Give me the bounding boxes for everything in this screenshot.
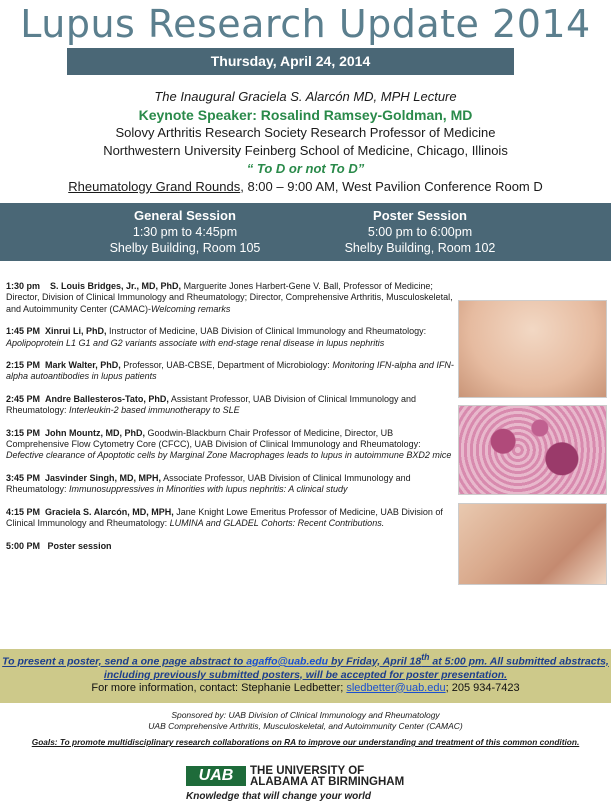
page-title: Lupus Research Update 2014 (20, 2, 591, 46)
general-session-time: 1:30 pm to 4:45pm (132, 225, 238, 239)
entry-speaker: Andre Ballesteros-Tato, PhD, (45, 393, 169, 404)
uab-tagline: Knowledge that will change your world (186, 791, 372, 802)
uab-logo-mark: UAB (186, 766, 246, 786)
entry-speaker: John Mountz, MD, PhD, (45, 427, 146, 438)
contact-text: For more information, contact: Stephanie Ledbetter; (91, 681, 347, 694)
entry-talk: Welcoming remarks (151, 303, 231, 314)
entry-speaker: S. Louis Bridges, Jr., MD, PhD, (50, 281, 182, 291)
poster-submission-box (0, 649, 611, 703)
speaker-title: Solovy Arthritis Research Society Research Professor of Medicine (115, 125, 496, 140)
general-session (65, 208, 305, 256)
grand-rounds-detail: , 8:00 – 9:00 AM, West Pavilion Conference Room D (240, 179, 543, 194)
entry-time: 1:30 pm (6, 281, 41, 291)
entry-talk: LUMINA and GLADEL Cohorts: Recent Contributions. (169, 518, 385, 529)
poster-session-time: 5:00 pm to 6:00pm (367, 225, 473, 239)
general-session-heading: General Session (134, 208, 236, 223)
contact-email-link[interactable]: sledbetter@uab.edu (346, 681, 446, 694)
schedule-entry (6, 541, 454, 552)
logo-line: THE UNIVERSITY OF (250, 765, 365, 777)
entry-time: 3:15 PM (6, 427, 41, 438)
session-banner (0, 203, 611, 261)
schedule-entry (6, 507, 454, 530)
uab-logo (186, 766, 436, 804)
entry-speaker: Xinrui Li, PhD, (45, 326, 107, 337)
poster-instructions (0, 651, 611, 682)
entry-affiliation: Jane Knight Lowe Emeritus Professor of Medicine, UAB Division of Clinical Immunology and Rheumatology: (6, 506, 443, 529)
sponsors (0, 710, 611, 732)
entry-affiliation: Associate Professor, UAB Division of Clinical Immunology and Rheumatology: (6, 472, 411, 495)
kidney-tissue-photo (458, 405, 607, 495)
date-banner: Thursday, April 24, 2014 (67, 48, 514, 75)
poster-deadline: by Friday, April 18 (328, 655, 422, 668)
schedule-list (6, 281, 454, 563)
keynote-speaker: Keynote Speaker: Rosalind Ramsey-Goldman, MD (138, 107, 473, 123)
sponsor-line: Sponsored by: UAB Division of Clinical Immunology and Rheumatology (171, 710, 440, 720)
entry-affiliation: Instructor of Medicine, UAB Division of Clinical Immunology and Rheumatology: (106, 326, 427, 337)
contact-info (0, 682, 611, 695)
entry-talk: Apolipoprotein L1 G1 and G2 variants associate with end-stage renal disease in lupus nephritis (6, 337, 385, 348)
schedule-entry (6, 326, 454, 349)
entry-time: 2:15 PM (6, 360, 41, 371)
lecture-name: The Inaugural Graciela S. Alarcón MD, MPH Lecture (154, 89, 457, 104)
entry-speaker: Mark Walter, PhD, (45, 360, 121, 371)
entry-time: 1:45 PM (6, 326, 41, 337)
lecture-title: “ To D or not To D” (246, 161, 365, 176)
schedule-entry (6, 473, 454, 496)
schedule-entry (6, 428, 454, 462)
general-session-place: Shelby Building, Room 105 (109, 241, 261, 255)
entry-talk: Monitoring IFN-alpha and IFN-alpha autoantibodies in lupus patients (6, 360, 454, 382)
entry-speaker: Poster session (47, 540, 112, 551)
hands-photo (458, 503, 607, 585)
entry-speaker: Graciela S. Alarcón, MD, MPH, (45, 506, 174, 517)
deadline-suffix: th (421, 652, 430, 662)
uab-logo-name (250, 766, 404, 788)
entry-affiliation: Professor, UAB-CBSE, Department of Microbiology: (120, 360, 333, 371)
schedule-entry (6, 394, 454, 417)
lecture-info (0, 88, 611, 196)
entry-time: 5:00 PM (6, 540, 41, 551)
entry-time: 2:45 PM (6, 393, 41, 404)
grand-rounds-label: Rheumatology Grand Rounds (68, 179, 241, 194)
entry-affiliation: Marguerite Jones Harbert-Gene V. Ball, Professor of Medicine; Director, Division of Clinical Immunology and Rheumatology; Director, Comprehensive Arthritis, Musculoskeletal, and Autoimmunity Center (CAMAC)- (6, 281, 453, 314)
entry-talk: Interleukin-2 based immunotherapy to SLE (69, 405, 240, 416)
entry-affiliation: Goodwin-Blackburn Chair Professor of Medicine, Director, UB Comprehensive Flow Cytometry Core (CFCC), UAB Division of Clinical Immunology and Rheumatology: (6, 427, 421, 450)
sponsor-line: UAB Comprehensive Arthritis, Musculoskeletal, and Autoimmunity Center (CAMAC) (148, 721, 463, 731)
entry-time: 4:15 PM (6, 506, 41, 517)
entry-talk: Immunosuppressives in Minorities with lupus nephritis: A clinical study (69, 484, 348, 495)
entry-affiliation: Assistant Professor, UAB Division of Clinical Immunology and Rheumatology: (6, 393, 416, 416)
entry-talk: Defective clearance of Apoptotic cells by Marginal Zone Macrophages leads to lupus in autoimmune BXD2 mice (6, 450, 452, 461)
entry-speaker: Jasvinder Singh, MD, MPH, (45, 472, 162, 483)
poster-instructions-text: To present a poster, send a one page abstract to (2, 655, 247, 668)
schedule-entry (6, 281, 454, 315)
poster-session-heading: Poster Session (373, 208, 467, 223)
poster-acceptance: at 5:00 pm. All submitted abstracts, including previously submitted posters, will be accepted for poster presentation. (103, 655, 609, 681)
schedule-entry (6, 360, 454, 383)
poster-session (300, 208, 540, 256)
lupus-face-photo (458, 300, 607, 398)
logo-line: ALABAMA AT BIRMINGHAM (250, 776, 405, 788)
poster-session-place: Shelby Building, Room 102 (344, 241, 496, 255)
goals-statement: Goals: To promote multidisciplinary research collaborations on RA to improve our understanding and treatment of this common condition. (31, 737, 580, 747)
grand-rounds-info (0, 178, 611, 196)
abstract-email-link[interactable]: agaffo@uab.edu (246, 655, 329, 668)
contact-phone: ; 205 934-7423 (445, 681, 520, 694)
entry-time: 3:45 PM (6, 472, 41, 483)
speaker-affiliation: Northwestern University Feinberg School of Medicine, Chicago, Illinois (103, 143, 508, 158)
